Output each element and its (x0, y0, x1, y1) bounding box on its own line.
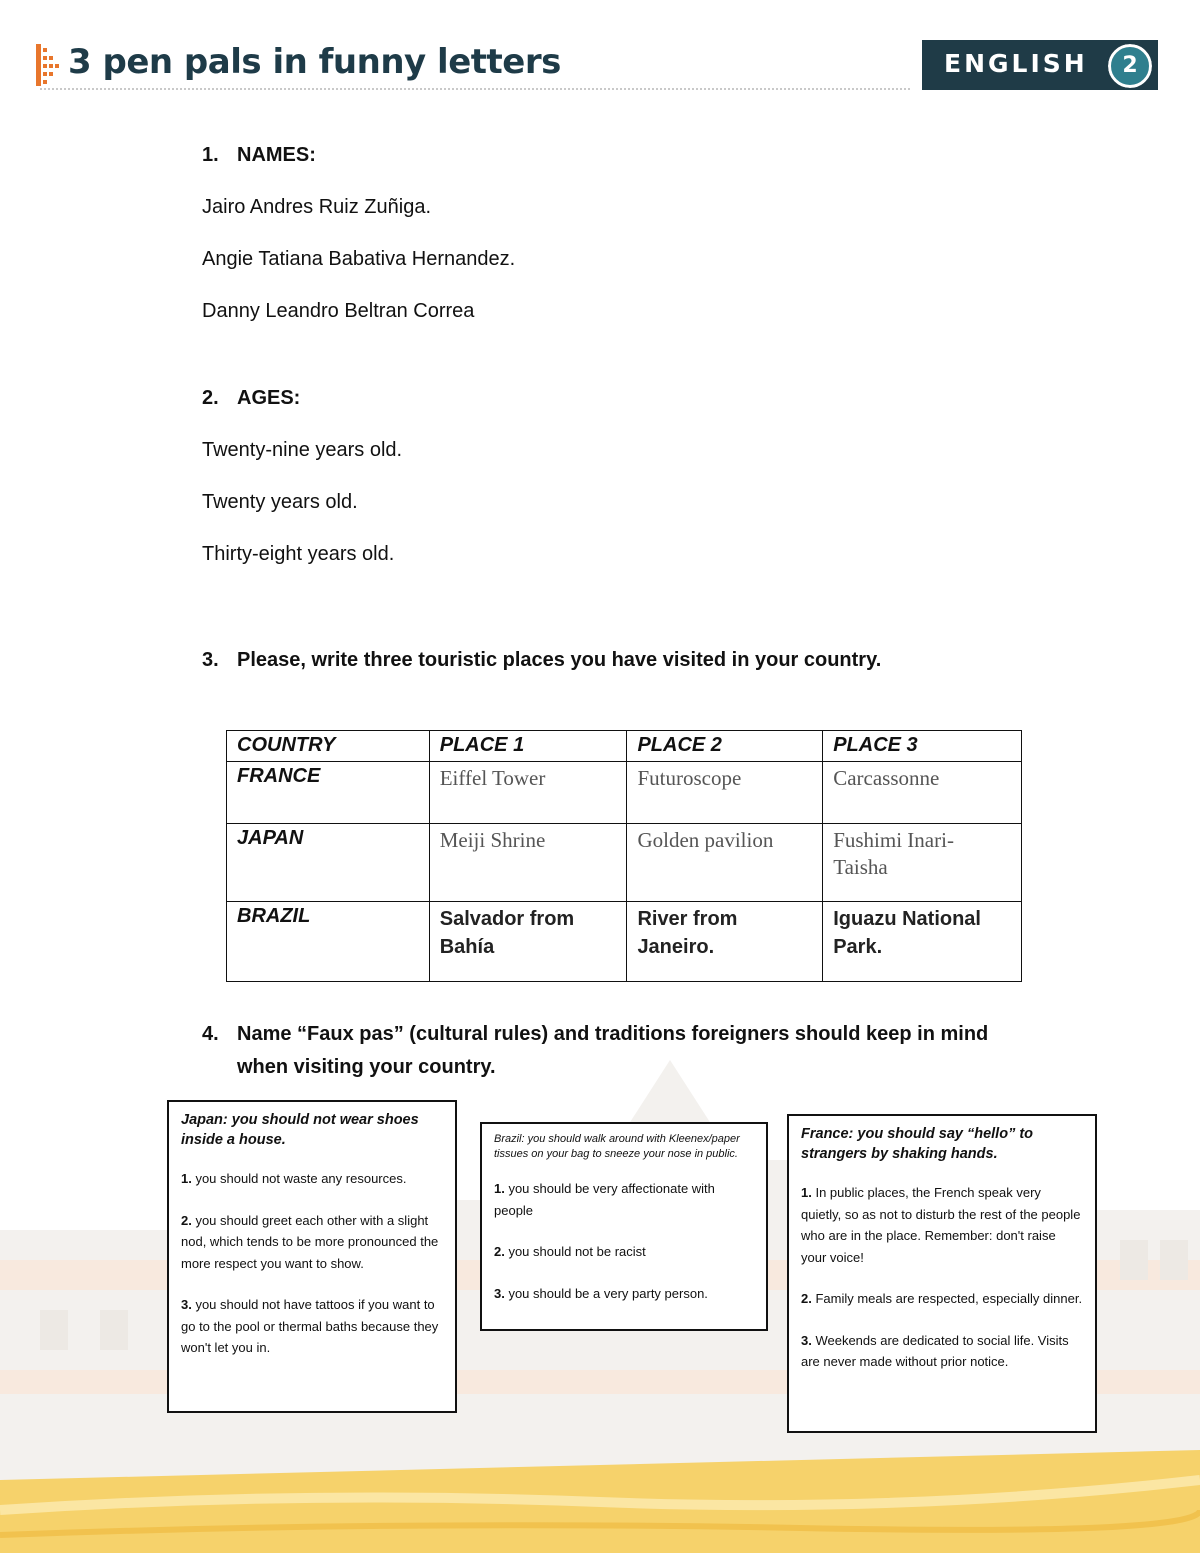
table-header-cell: PLACE 1 (429, 731, 627, 762)
places-table (226, 730, 1022, 982)
name-line: Angie Tatiana Babativa Hernandez. (202, 248, 516, 270)
place-cell: Futuroscope (627, 762, 823, 824)
box-item: 2. Family meals are respected, especially dinner. (801, 1291, 1083, 1306)
box-item: 3. you should not have tattoos if you want to go to the pool or thermal baths because they won't let you in. (181, 1297, 439, 1355)
table-row (227, 902, 1022, 982)
place-cell: River from Janeiro. (627, 902, 823, 982)
france-faux-pas-box (787, 1114, 1097, 1433)
table-header-cell: COUNTRY (227, 731, 430, 762)
place-cell: Iguazu National Park. (823, 902, 1022, 982)
table-header-row (227, 731, 1022, 762)
box-heading: France: you should say “hello” to strangers by shaking hands. (801, 1126, 1034, 1162)
table-row (227, 824, 1022, 902)
box-heading: Japan: you should not wear shoes inside a house. (181, 1112, 419, 1148)
place-cell: Eiffel Tower (429, 762, 627, 824)
box-item: 1. you should not waste any resources. (181, 1171, 407, 1186)
table-row (227, 762, 1022, 824)
name-line: Jairo Andres Ruiz Zuñiga. (202, 196, 432, 218)
box-item: 2. you should greet each other with a slight nod, which tends to be more pronounced the more respect you want to show. (181, 1212, 439, 1271)
place-cell: Meiji Shrine (429, 824, 627, 902)
box-item: 2. you should not be racist (494, 1244, 646, 1259)
table-header-cell: PLACE 3 (823, 731, 1022, 762)
table-header-cell: PLACE 2 (627, 731, 823, 762)
country-cell: BRAZIL (227, 902, 430, 982)
brazil-faux-pas-box (480, 1122, 768, 1331)
section-ages-heading: 2. AGES: (202, 387, 301, 409)
country-cell: FRANCE (227, 762, 430, 824)
box-heading: Brazil: you should walk around with Kleenex/paper tissues on your bag to sneeze your nose in public. (494, 1133, 740, 1160)
age-line: Twenty years old. (202, 491, 358, 513)
section-places-heading: 3. Please, write three touristic places you have visited in your country. (202, 649, 882, 671)
box-item: 1. you should be very affectionate with people (494, 1181, 715, 1218)
age-line: Twenty-nine years old. (202, 439, 403, 461)
place-cell: Carcassonne (823, 762, 1022, 824)
age-line: Thirty-eight years old. (202, 543, 395, 565)
badge-label: ENGLISH (944, 49, 1088, 78)
name-line: Danny Leandro Beltran Correa (202, 300, 475, 322)
box-item: 3. Weekends are dedicated to social life. Visits are never made without prior notice. (801, 1332, 1069, 1369)
box-item: 1. In public places, the French speak very quietly, so as not to disturb the rest of the people who are in the place. Remember: don't raise your voice! (801, 1185, 1081, 1265)
level-number: 2 (1122, 53, 1138, 78)
section-faux-pas-heading: 4. Name “Faux pas” (cultural rules) and traditions foreigners should keep in mind when visiting your country. (202, 1023, 989, 1078)
place-cell: Fushimi Inari-Taisha (823, 824, 1022, 902)
country-cell: JAPAN (227, 824, 430, 902)
section-names-heading: 1. NAMES: (202, 144, 316, 166)
page-title: 3 pen pals in funny letters (68, 42, 561, 82)
box-item: 3. you should be a very party person. (494, 1285, 708, 1301)
japan-faux-pas-box (167, 1100, 457, 1413)
place-cell: Golden pavilion (627, 824, 823, 902)
place-cell: Salvador from Bahía (429, 902, 627, 982)
